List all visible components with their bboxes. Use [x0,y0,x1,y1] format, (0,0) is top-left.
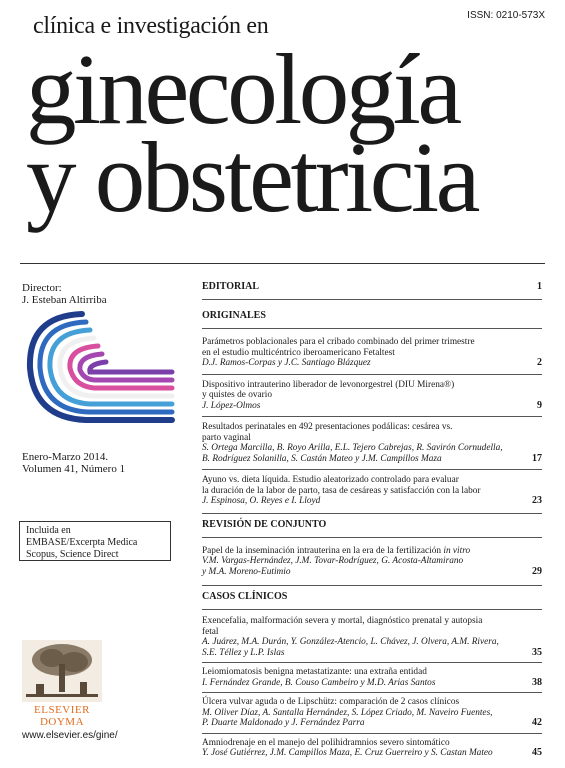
article-rule [202,374,542,375]
page-number: 45 [532,747,542,758]
issn: ISSN: 0210-573X [467,10,545,21]
article-title-line: fetal [202,626,219,637]
journal-title-line-1: ginecología [26,33,459,145]
article-authors-line: J. López-Olmos [202,400,261,411]
article-title-line: Leiomiomatosis benigna metastatizante: una extraña entidad [202,667,427,677]
article-title-line: Parámetros poblacionales para el cribado combinado del primer trimestre [202,337,475,347]
journal-title [0,0,565,250]
director-name: J. Esteban Altirriba [22,294,107,306]
page-number: 35 [532,646,542,658]
article-authors-line: A. Juárez, M.A. Durán, Y. González-Atencio, L. Chávez, J. Olvera, A.M. Rivera, [202,637,499,647]
journal-subtitle: clínica e investigación en [33,13,269,39]
section-rule [202,513,542,514]
publisher-name-line-1: ELSEVIER [34,704,90,716]
table-of-contents [202,281,542,759]
section-rule [202,328,542,329]
indexing-line: EMBASE/Excerpta Medica [26,537,138,548]
elsevier-tree-logo [22,640,102,728]
originales-list [202,337,542,507]
page-number: 38 [532,676,542,688]
article-authors-line: y M.A. Moreno-Eutimio [202,566,291,577]
header-rule [20,263,545,264]
article-authors-line: B. Rodríguez Solanilla, S. Castán Mateo y J.M. Campillos Maza [202,453,442,464]
section-rule [202,609,542,610]
toc-entry[interactable] [202,422,542,464]
toc-entry[interactable] [202,475,542,507]
article-title-line: Papel de la inseminación intrauterina en la era de la fertilización in vitro [202,545,471,556]
toc-entry[interactable] [202,738,542,759]
page-number: 2 [537,357,542,368]
toc-entry[interactable] [202,380,542,412]
toc-section-editorial [202,281,542,293]
publisher-name-line-2: DOYMA [39,716,85,728]
article-title-line: Amniodrenaje en el manejo del polihidramnios severo sintomático [202,737,450,748]
website-link[interactable]: www.elsevier.es/gine/ [22,730,118,741]
page-number: 29 [532,565,542,577]
article-rule [202,662,542,663]
indexing-line: Incluida en [26,525,71,536]
article-rule [202,416,542,417]
section-heading-revision: REVISIÓN DE CONJUNTO [202,518,327,530]
article-title-line: Resultados perinatales en 492 presentaciones podálicas: cesárea vs. [202,422,453,432]
article-authors-line: S.E. Téllez y L.P. Islas [202,647,285,658]
article-authors-line: Y. José Gutiérrez, J.M. Campillos Maza, E. Cruz Guerreiro y S. Castan Mateo [202,748,493,758]
section-rule [202,299,542,300]
article-title-line: Dispositivo intrauterino liberador de levonorgestrel (DIU Mirena®) [202,379,455,390]
article-title-line: parto vaginal [202,432,251,443]
issue-date: Enero-Marzo 2014. [22,451,109,463]
article-authors-line: D.J. Ramos-Corpas y J.C. Santiago Blázquez [202,358,371,368]
article-title-line: y quistes de ovario [202,390,272,400]
article-rule [202,692,542,693]
indexing-line: Scopus, Science Direct [26,549,119,560]
section-heading-casos: CASOS CLÍNICOS [202,591,288,602]
toc-entry[interactable] [202,337,542,369]
section-heading-originales: ORIGINALES [202,310,266,321]
journal-logo-graphic [20,310,175,430]
page-number: 23 [532,495,542,506]
toc-entry[interactable] [202,546,542,578]
toc-entry[interactable] [202,616,542,658]
article-title-line: en el estudio multicéntrico iberoamericano Fetaltest [202,347,395,358]
journal-title-line-2: y obstetricia [26,121,477,233]
article-rule [202,469,542,470]
article-title-line: la duración de la labor de parto, tasa de cesáreas y satisfacción con la labor [202,485,481,496]
article-authors-line: S. Ortega Marcilla, B. Royo Arilla, E.L. Tejero Cabrejas, R. Savirón Cornudella, [202,443,503,453]
page-number: 17 [532,452,542,464]
toc-entry[interactable] [202,697,542,729]
article-title-line: Úlcera vulvar aguda o de Lipschütz: comparación de 2 casos clínicos [202,697,460,707]
page-number: 9 [537,399,542,411]
page-number: 1 [537,281,542,292]
section-rule [202,537,542,538]
director-label: Director: [22,282,62,294]
article-authors-line: I. Fernández Grande, B. Couso Cambeiro y M.D. Arias Santos [202,677,436,688]
article-authors-line: M. Oliver Díaz, A. Santalla Hernández, S. López Criado, M. Naveiro Fuentes, [202,707,493,718]
casos-list [202,616,542,759]
article-title-line: Exencefalia, malformación severa y mortal, diagnóstico prenatal y autopsia [202,616,483,626]
article-authors-line: P. Duarte Maldonado y J. Fernández Parra [202,718,365,728]
article-authors-line: J. Espinosa, O. Reyes e I. Lloyd [202,496,321,506]
section-heading: EDITORIAL [202,281,260,292]
toc-entry[interactable] [202,667,542,688]
indexing-box [19,521,171,561]
revision-list [202,546,542,578]
issue-volume: Volumen 41, Número 1 [22,463,126,475]
article-rule [202,733,542,734]
article-title-line: Ayuno vs. dieta líquida. Estudio aleatorizado controlado para evaluar [202,475,459,485]
article-authors-line: V.M. Vargas-Hernández, J.M. Tovar-Rodríguez, G. Acosta-Altamirano [202,556,464,566]
section-rule [202,585,542,586]
page-number: 42 [532,717,542,728]
